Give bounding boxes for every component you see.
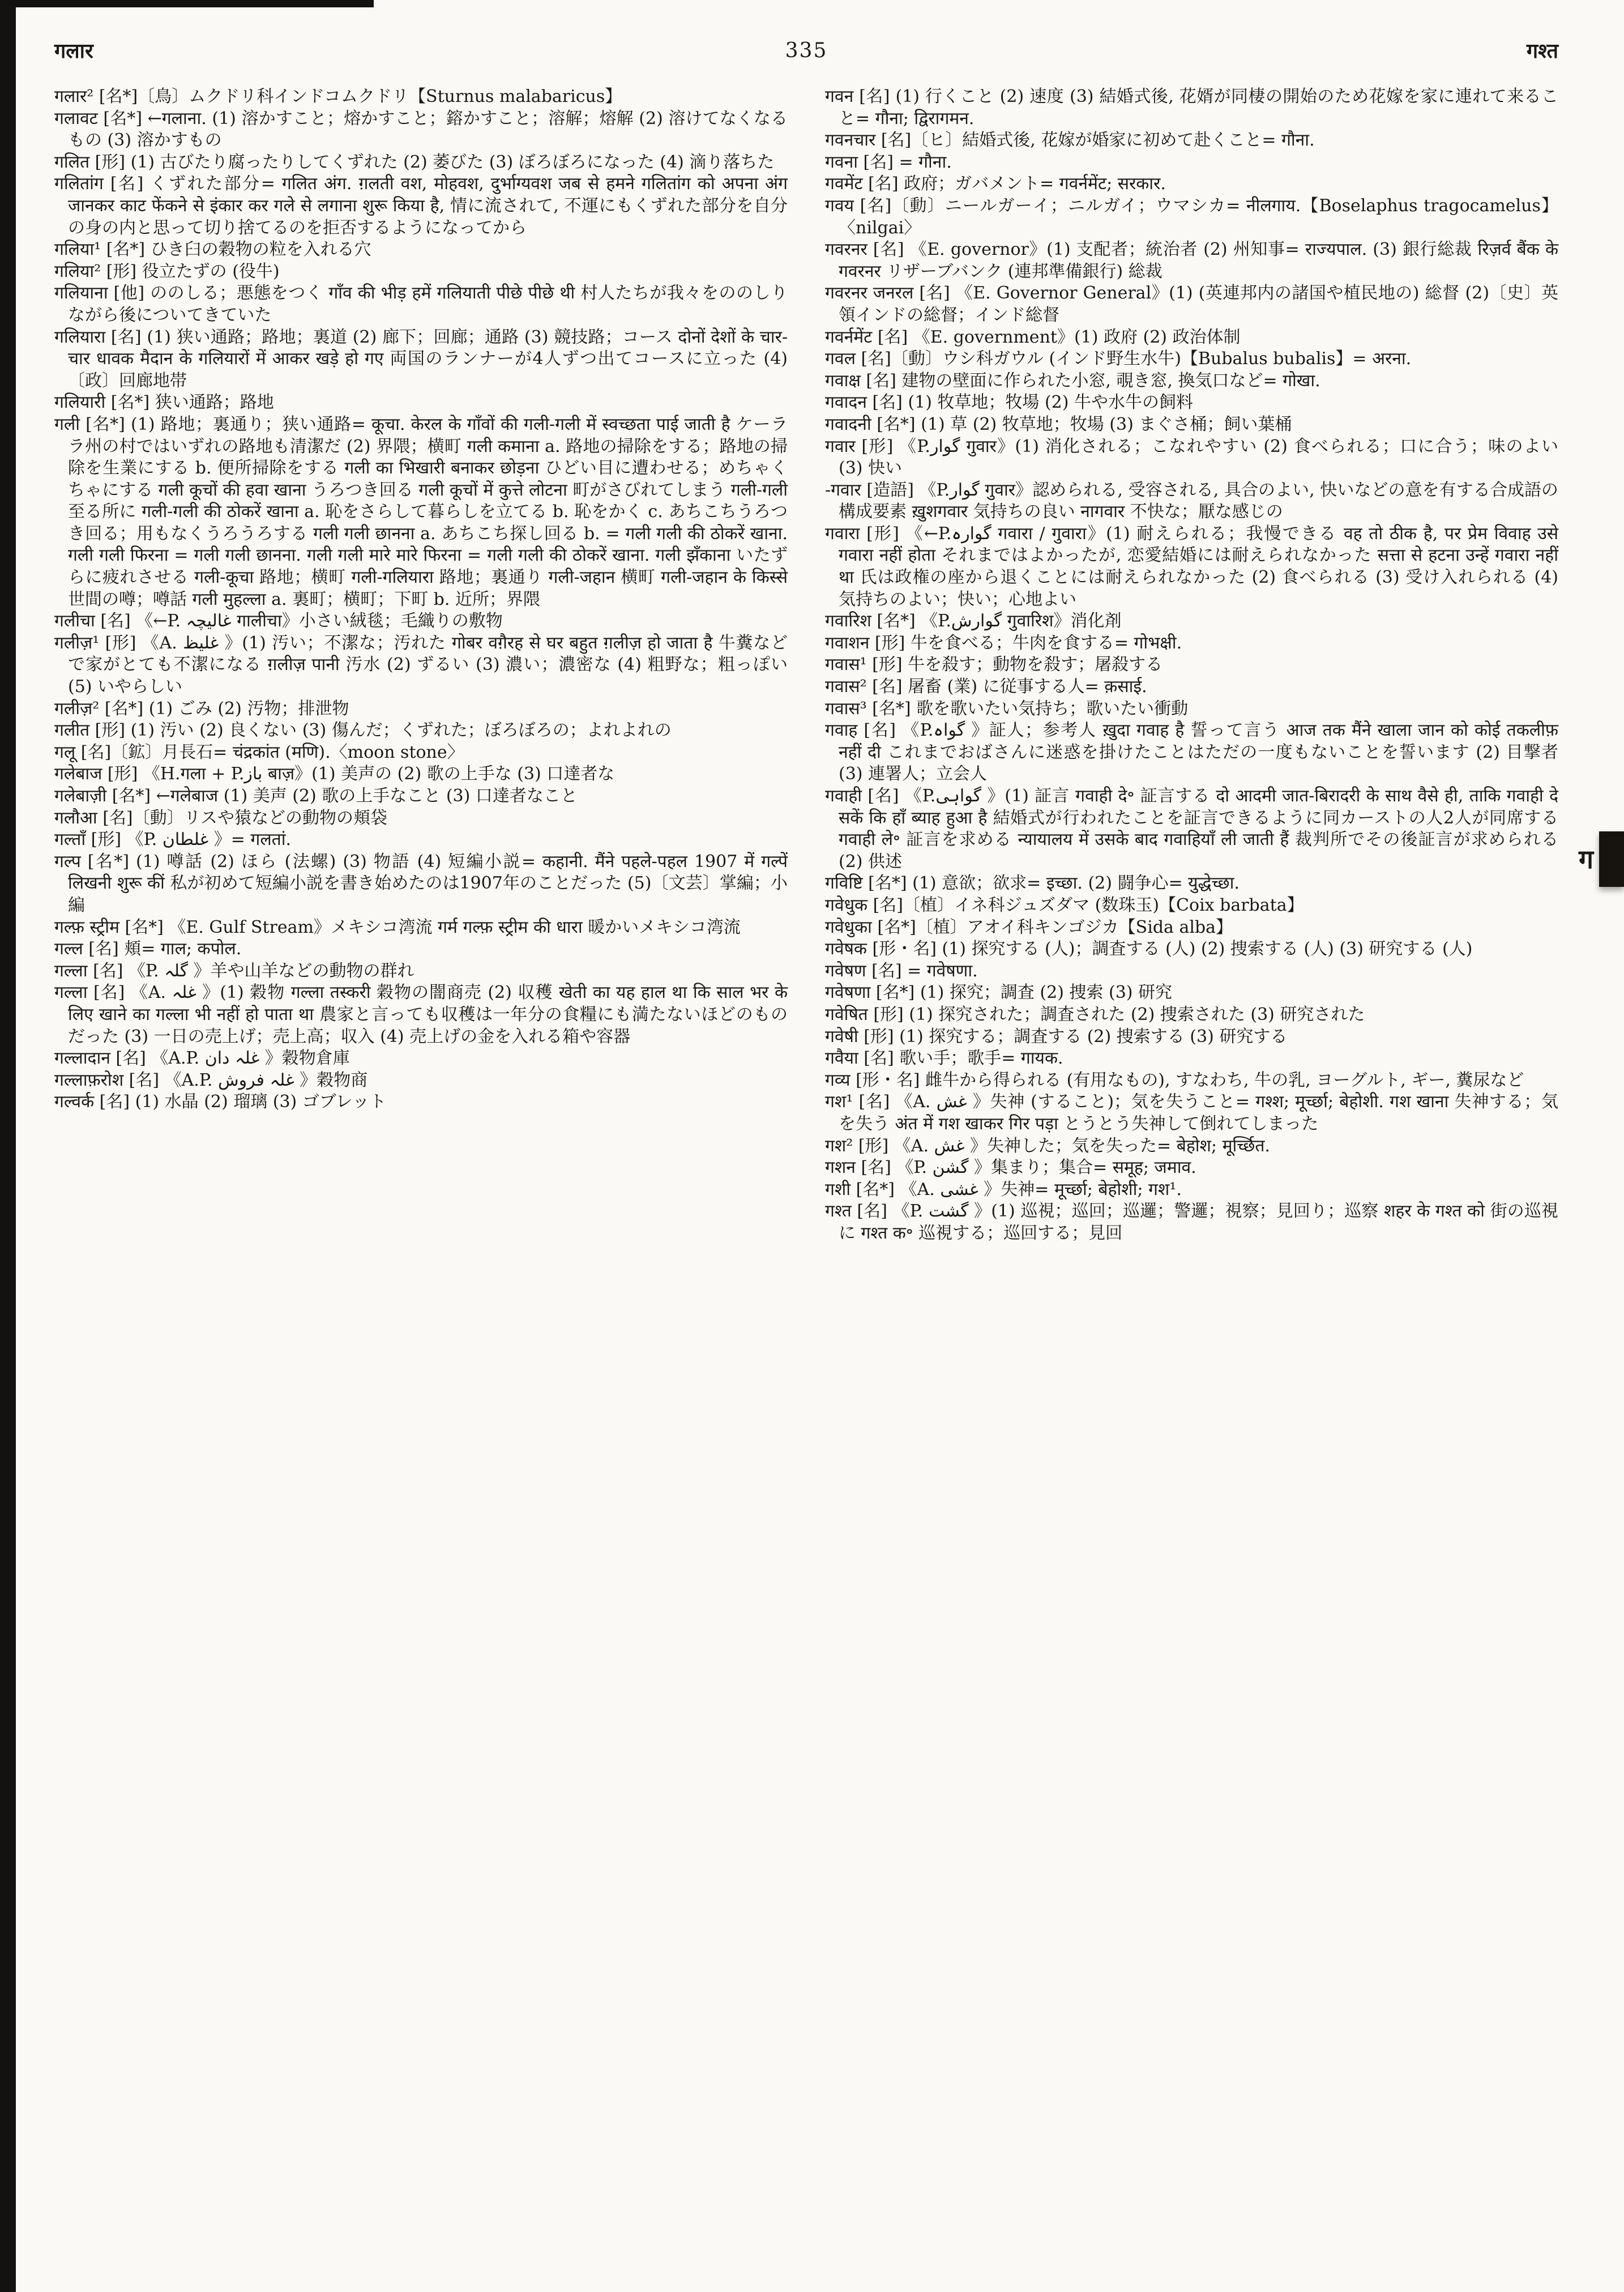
dictionary-entry: गवय [名]〔動〕ニールガーイ；ニルガイ；ウマシカ= नीलगाय.【Boselaphus tragocamelus】〈nilgai〉 [825,195,1558,238]
dictionary-entry: गवास³ [名*] 歌を歌いたい気持ち；歌いたい衝動 [825,698,1189,719]
running-head [54,37,1558,65]
dictionary-entry: गवारा [形] 《←P.گوارہ गवारा / गुवारा》(1) 耐えられる；我慢できる वह तो ठीक है, पर प्रेम विवाह उसे गवारा नहीं होता それまではよかったが, 恋愛結婚には耐えられなかった सत्ता से हटना उन्हें गवारा नहीं था 氏は政権の座から退くことには耐えられなかった (2) 食べられる (3) 受け入れられる (4) 気持ちのよい；快い；心地よい [825,523,1558,609]
dictionary-entry: गल्ताँ [形] 《P. غلطان 》= गलतां. [54,830,292,850]
left-column [54,86,788,1244]
dictionary-entry: गवारिश [名*] 《P.گوارش गुवारिश》消化剤 [825,611,1122,631]
dictionary-entry: गलेबाज [形] 《H.गला + P.باز बाज़》(1) 美声の (2) 歌の上手な (3) 口達者な [54,764,615,784]
dictionary-entry: गल्ला [名] 《P. گلہ 》羊や山羊などの動物の群れ [54,961,414,981]
dictionary-entry: गवैया [名] 歌い手；歌手= गायक. [825,1048,1063,1069]
dictionary-entry: गवास² [名] 屠畜 (業) に従事する人= क़साई. [825,677,1147,697]
dictionary-entry: गलियाना [他] ののしる；悪態をつく गाँव की भीड़ हमें गलियाती पीछे पीछे थी 村人たちが我々をののしりながら後についてきていた [54,283,788,325]
dictionary-entry: गवनचार [名]〔ヒ〕結婚式後, 花嫁が婚家に初めて赴くこと= गौना. [825,130,1315,151]
dictionary-entry: गलित [形] (1) 古びたり腐ったりしてくずれた (2) 萎びた (3) ぼろぼろになった (4) 滴り落ちた [54,152,775,172]
dictionary-entry: गश² [形] 《A. غش 》失神した；気を失った= बेहोश; मूर्च्छित. [825,1136,1270,1156]
dictionary-entry: गलियारी [名*] 狭い通路；路地 [54,392,274,413]
scan-edge-left [0,0,16,2292]
dictionary-entry: गवन [名] (1) 行くこと (2) 速度 (3) 結婚式後, 花婿が同棲の開始のため花嫁を家に連れて来ること= गौना; द्विरागमन. [825,87,1558,129]
dictionary-entry: गलार² [名*]〔鳥〕ムクドリ科インドコムクドリ【Sturnus malabaricus】 [54,87,622,106]
dictionary-entry: गवाक्ष [名] 建物の壁面に作られた小窓, 覗き窓, 換気口など= गोखा. [825,370,1320,391]
dictionary-entry: गवरनर [名] 《E. governor》(1) 支配者；統治者 (2) 州知事= राज्यपाल. (3) 銀行総裁 रिज़र्व बैंक के गवरनर リザーブバンク (連邦準備銀行) 総裁 [825,240,1558,281]
dictionary-entry: गल्वर्क [名] (1) 水晶 (2) 瑠璃 (3) ゴブレット [54,1092,387,1112]
dictionary-entry: गवरनर जनरल [名] 《E. Governor General》(1) (英連邦内の諸国や植民地の) 総督 (2)〔史〕英領インドの総督；インド総督 [825,283,1558,325]
guideword-left: गलार [54,39,93,63]
dictionary-entry: गशन [名] 《P. گشن 》集まり；集合= समूह; जमाव. [825,1158,1196,1178]
dictionary-entry: गव्य [形・名] 雌牛から得られる (有用なもの), すなわち, 牛の乳, ヨーグルト, ギー, 糞尿など [825,1070,1524,1090]
dictionary-entry: गवना [名] = गौना. [825,152,952,172]
dictionary-entry: गवाशन [形] 牛を食べる；牛肉を食する= गोभक्षी. [825,633,1182,653]
dictionary-entry: गलियारा [名] (1) 狭い通路；路地；裏道 (2) 廊下；回廊；通路 (3) 競技路；コース दोनों देशों के चार-चार धावक मैदान के गलियारों में आकर खड़े हो गए 両国のランナーが4人ずつ出てコースに立った (4)〔政〕回廊地帯 [54,327,788,391]
thumb-tab-block [1599,831,1624,887]
dictionary-entry: गशी [名*] 《A. غشی 》失神= मूर्च्छा; बेहोशी; गश¹. [825,1179,1182,1200]
dictionary-entry: गलीज़² [名*] (1) ごみ (2) 汚物；排泄物 [54,698,349,719]
dictionary-entry: गवल [名]〔動〕ウシ科ガウル (インド野生水牛)【Bubalus bubalis】= अरना. [825,349,1412,369]
dictionary-entry: गवेधुका [名*]〔植〕アオイ科キンゴジカ【Sida alba】 [825,917,1233,937]
dictionary-entry: गलिया¹ [名*] ひき臼の穀物の粒を入れる穴 [54,240,371,260]
thumb-tab-letter: ग [1579,844,1593,874]
dictionary-entry: गवेषणा [名*] (1) 探究；調査 (2) 捜索 (3) 研究 [825,983,1173,1003]
dictionary-entry: गल्लादान [名] 《A.P. غلہ دان 》穀物倉庫 [54,1048,350,1069]
dictionary-entry: गलीत [形] (1) 汚い (2) 良くない (3) 傷んだ；くずれた；ぼろぼろの；よれよれの [54,720,672,741]
dictionary-entry: गलेबाज़ी [名*] ←गलेबाज (1) 美声 (2) 歌の上手なこと (3) 口達者なこと [54,786,578,806]
text-columns [54,86,1558,1244]
dictionary-entry: गल्फ़ स्ट्रीम [名*] 《E. Gulf Stream》メキシコ湾流 गर्म गल्फ़ स्ट्रीम की धारा 暖かいメキシコ湾流 [54,917,741,937]
dictionary-entry: गवेषण [名] = गवेषणा. [825,961,978,981]
dictionary-entry: गवेषित [形] (1) 探究された；調査された (2) 捜索された (3) 研究された [825,1004,1365,1025]
dictionary-entry: गलीज़¹ [形] 《A. غلیظ 》(1) 汚い；不潔な；汚れた गोबर वग़ैरह से घर बहुत ग़लीज़ हो जाता है 牛糞などで家がとても不潔になる ग़लीज़ पानी 汚水 (2) ずるい (3) 濃い；濃密な (4) 粗野な；粗っぽい (5) いやらしい [54,633,788,697]
guideword-right: गश्त [1526,39,1558,63]
dictionary-entry: गवादनी [名*] (1) 草 (2) 牧草地；牧場 (3) まぐさ桶；飼い葉桶 [825,414,1292,434]
dictionary-entry: गवेषी [形] (1) 探究する；調査する (2) 捜索する (3) 研究する [825,1026,1288,1047]
dictionary-entry: गल्ला [名] 《A. غلہ 》(1) 穀物 गल्ला तस्करी 穀物の闇商売 (2) 収穫 खेती का यह हाल था कि साल भर के लिए खाने का गल्ला भी नहीं हो पाता था 農家と言っても収穫は一年分の食糧にも満たないほどのものだった (3) 一日の売上げ；売上高；収入 (4) 売上げの金を入れる箱や容器 [54,983,788,1047]
right-column [825,86,1558,1244]
dictionary-entry: गल्प [名*] (1) 噂話 (2) ほら (法螺) (3) 物語 (4) 短編小説= कहानी. मैंने पहले-पहल 1907 में गल्पें लिखनी शुरू कीं 私が初めて短編小説を書き始めたのは1907年のことだった (5)〔文芸〕掌編；小編 [54,851,788,915]
dictionary-entry: गलीचा [名] 《←P. غالیچہ गालीचा》小さい絨毯；毛織りの敷物 [54,611,503,631]
scan-edge-top [0,0,374,7]
dictionary-entry: गलौआ [名]〔動〕リスや猿などの動物の頬袋 [54,808,388,828]
dictionary-entry: गवाह [名] 《P.گواہ 》証人；参考人 ख़ुदा गवाह है 誓って言う आज तक मैंने खाला जान को कोई तकलीफ़ नहीं दी これまでおばさんに迷惑を掛けたことはただの一度もないことを誓います (2) 目撃者 (3) 連署人；立会人 [825,720,1558,784]
dictionary-entry: गवाही [名] 《P.گواہی 》(1) 証言 गवाही दे॰ 証言する दो आदमी जात-बिरादरी के साथ वैसे ही, ताकि गवाही दे सकें कि हाँ ब्याह हुआ है 結婚式が行われたことを証言できるように同カーストの人2人が同席する गवाही ले॰ 証言を求める न्यायालय में उसके बाद गवाहियाँ ली जाती हैं 裁判所でその後証言が求められる (2) 供述 [825,786,1558,872]
dictionary-entry: गवास¹ [形] 牛を殺す；動物を殺す；屠殺する [825,655,1163,675]
dictionary-entry: गलिया² [形] 役立たずの (役牛) [54,261,280,281]
dictionary-entry: -गवार [造語] 《P.گوار गुवार》認められる, 受容される, 具合のよい, 快いなどの意を有する合成語の構成要素 ख़ुशगवार 気持ちの良い नागवार 不快な；厭な感じの [825,480,1558,522]
page-number: 335 [785,39,828,62]
dictionary-entry: गल्ल [名] 頬= गाल; कपोल. [54,939,242,959]
dictionary-entry: गलू [名]〔鉱〕月長石= चंद्रकांत (मणि).〈moon stone〉 [54,742,464,762]
dictionary-entry: गली [名*] (1) 路地；裏通り；狭い通路= कूचा. केरल के गाँवों की गली-गली में स्वच्छता पाई जाती है ケーララ州の村ではいずれの路地も清潔だ (2) 界隈；横町 गली कमाना a. 路地の掃除をする；路地の掃除を生業にする b. 便所掃除をする गली का भिखारी बनाकर छोड़ना ひどい目に遭わせる；めちゃくちゃにする गली कूचों की हवा खाना うろつき回る गली कूचों में कुत्ते लोटना 町がさびれてしまう गली-गली 至る所に गली-गली की ठोकरें खाना a. 恥をさらして暮らしを立てる b. 恥をかく c. あちこちうろつき回る；用もなくうろうろする गली गली छानना a. あちこち探し回る b. = गली गली की ठोकरें खाना. गली गली फिरना = गली गली छानना. गली गली मारे मारे फिरना = गली गली की ठोकरें खाना. गली झँकाना いたずらに疲れさせる गली-कूचा 路地；横町 गली-गलियारा 路地；裏通り गली-जहान 横町 गली-जहान के किस्से 世間の噂；噂話 गली मुहल्ला a. 裏町；横町；下町 b. 近所；界隈 [54,414,788,609]
dictionary-entry: गलितांग [名] くずれた部分= गलित अंग. ग़लती वश, मोहवश, दुर्भाग्यवश जब से हमने गलितांग को अपना अंग जानकर काट फेंकने से इंकार कर गले से लगाना शुरू किया है, 情に流されて, 不運にもくずれた部分を自分の身の内と思って切り捨てるのを拒否するようになってから [54,174,788,238]
dictionary-entry: गवार [形] 《P.گوار गुवार》(1) 消化される；こなれやすい (2) 食べられる；口に合う；味のよい (3) 快い [825,436,1558,479]
dictionary-entry: गवेधुक [名]〔植〕イネ科ジュズダマ (数珠玉)【Coix barbata】 [825,895,1304,915]
dictionary-entry: गलावट [名*] ←गलाना. (1) 溶かすこと；熔かすこと；鎔かすこと；溶解；熔解 (2) 溶けてなくなるもの (3) 溶かすもの [54,108,788,151]
dictionary-entry: गवादन [名] (1) 牧草地；牧場 (2) 牛や水牛の飼料 [825,392,1193,413]
dictionary-entry: गश¹ [名] 《A. غش 》失神 (すること)；気を失うこと= गश्श; मूर्च्छा; बेहोशी. गश खाना 失神する；気を失う अंत में गश खाकर गिर पड़ा とうとう失神して倒れてしまった [825,1092,1558,1134]
section-thumb-tab [1579,831,1624,887]
dictionary-entry: गल्लाफ़रोश [名] 《A.P. غلہ فروش 》穀物商 [54,1070,368,1090]
dictionary-entry: गवर्नमेंट [名] 《E. government》(1) 政府 (2) 政治体制 [825,327,1241,347]
dictionary-entry: गविष्टि [名*] (1) 意欲；欲求= इच्छा. (2) 闘争心= युद्धेच्छा. [825,873,1240,894]
dictionary-entry: गश्त [名] 《P. گشت 》(1) 巡視；巡回；巡邏；警邏；視察；見回り；巡察 शहर के गश्त को 街の巡視に गश्त क॰ 巡視する；巡回する；見回 [825,1201,1558,1243]
dictionary-entry: गवेषक [形・名] (1) 探究する (人)；調査する (人) (2) 捜索する (人) (3) 研究する (人) [825,939,1473,959]
dictionary-entry: गवमेंट [名] 政府；ガバメント= गवर्नमेंट; सरकार. [825,174,1166,194]
